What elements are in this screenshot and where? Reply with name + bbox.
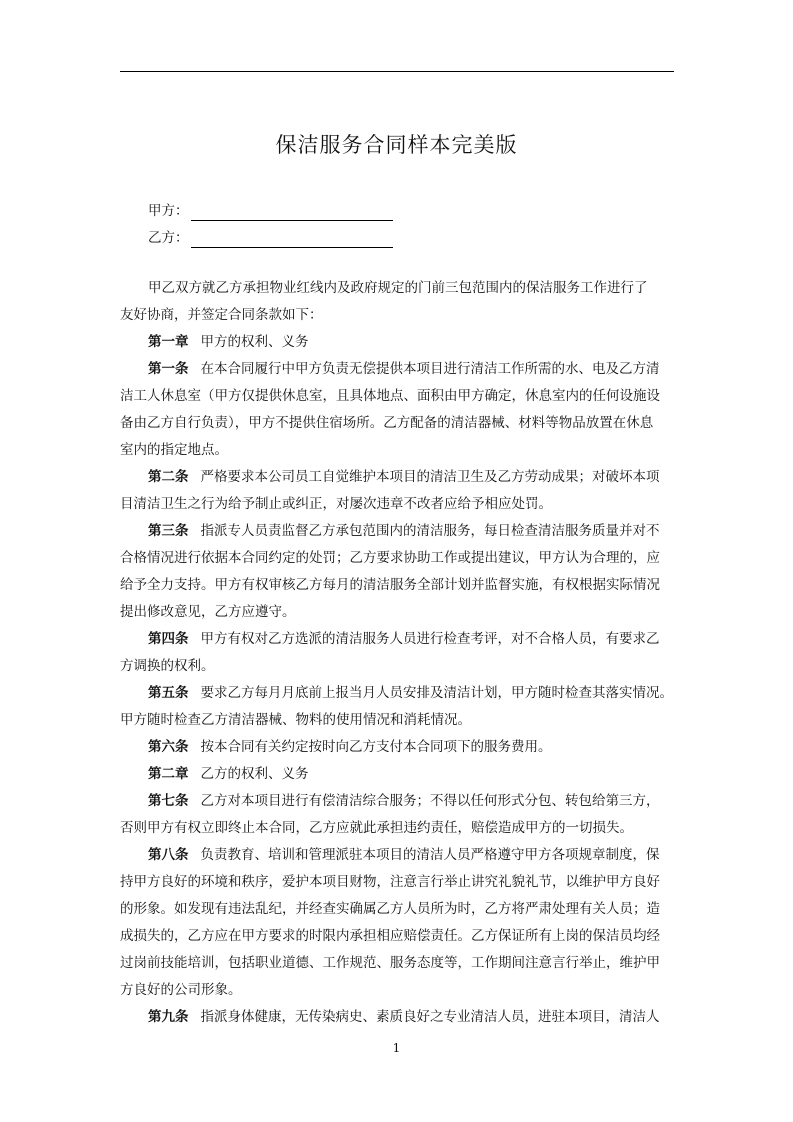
chapter-1-label: 第一章 — [148, 334, 189, 350]
article-5-text: 要求乙方每月月底前上报当月人员安排及清洁计划，甲方随时检查其落实情况。 — [200, 685, 673, 701]
chapter-2-heading — [148, 764, 309, 784]
article-8-line-2: 持甲方良好的环境和秩序，爱护本项目财物，注意言行举止讲究礼貌礼节，以维护甲方良好 — [120, 874, 660, 890]
article-2-text: 严格要求本公司员工自觉维护本项目的清洁卫生及乙方劳动成果；对破坏本项 — [200, 469, 660, 485]
article-9-label: 第九条 — [148, 1009, 189, 1025]
article-2-label: 第二条 — [148, 469, 189, 485]
party-b-label: 乙方： — [148, 230, 189, 246]
party-a-blank — [191, 206, 393, 221]
page-number: 1 — [392, 1041, 401, 1055]
article-8-text: 负责教育、培训和管理派驻本项目的清洁人员严格遵守甲方各项规章制度，保 — [200, 847, 660, 863]
article-1-line-2: 洁工人休息室（甲方仅提供休息室，且具体地点、面积由甲方确定，休息室内的任何设施设 — [120, 388, 660, 404]
article-6-text: 按本合同有关约定按时向乙方支付本合同项下的服务费用。 — [200, 739, 552, 755]
article-3-line-4: 提出修改意见，乙方应遵守。 — [120, 604, 296, 620]
article-6-label: 第六条 — [148, 739, 189, 755]
article-4-line-1 — [148, 629, 660, 649]
party-b-blank — [191, 233, 393, 248]
intro-line-2: 友好协商，并签定合同条款如下： — [120, 307, 323, 323]
chapter-1-heading — [148, 332, 309, 352]
article-4-text: 甲方有权对乙方选派的清洁服务人员进行检查考评，对不合格人员，有要求乙 — [200, 631, 660, 647]
article-7-text: 乙方对本项目进行有偿清洁综合服务；不得以任何形式分包、转包给第三方， — [200, 793, 660, 809]
article-7-label: 第七条 — [148, 793, 189, 809]
intro-line-1: 甲乙双方就乙方承担物业红线内及政府规定的门前三包范围内的保洁服务工作进行了 — [148, 280, 648, 296]
document-title: 保洁服务合同样本完美版 — [275, 133, 518, 157]
article-5-label: 第五条 — [148, 685, 189, 701]
article-2-line-1 — [148, 467, 660, 487]
article-5-line-1 — [148, 683, 673, 703]
article-1-label: 第一条 — [148, 361, 189, 377]
article-3-label: 第三条 — [148, 523, 189, 539]
article-2-line-2: 目清洁卫生之行为给予制止或纠正，对屡次违章不改者应给予相应处罚。 — [120, 496, 552, 512]
article-8-line-6: 方良好的公司形象。 — [120, 982, 242, 998]
article-3-line-3: 给予全力支持。甲方有权审核乙方每月的清洁服务全部计划并监督实施，有权根据实际情况 — [120, 577, 660, 593]
chapter-1-title: 甲方的权利、义务 — [200, 334, 309, 350]
chapter-2-label: 第二章 — [148, 766, 189, 782]
party-b-line — [148, 228, 393, 248]
article-5-line-2: 甲方随时检查乙方清洁器械、物料的使用情况和消耗情况。 — [120, 712, 471, 728]
party-a-line — [148, 201, 393, 221]
article-8-label: 第八条 — [148, 847, 189, 863]
article-8-line-4: 成损失的，乙方应在甲方要求的时限内承担相应赔偿责任。乙方保证所有上岗的保洁员均经 — [120, 928, 660, 944]
article-7-line-2: 否则甲方有权立即终止本合同，乙方应就此承担违约责任，赔偿造成甲方的一切损失。 — [120, 820, 633, 836]
header-rule — [120, 71, 674, 72]
article-1-line-1 — [148, 359, 660, 379]
article-9-line-1 — [148, 1007, 660, 1027]
article-4-line-2: 方调换的权利。 — [120, 658, 215, 674]
article-1-text: 在本合同履行中甲方负责无偿提供本项目进行清洁工作所需的水、电及乙方清 — [200, 361, 660, 377]
article-8-line-1 — [148, 845, 660, 865]
article-3-line-2: 合格情况进行依据本合同约定的处罚；乙方要求协助工作或提出建议，甲方认为合理的，应 — [120, 550, 660, 566]
article-8-line-5: 过岗前技能培训，包括职业道德、工作规范、服务态度等，工作期间注意言行举止，维护甲 — [120, 955, 660, 971]
article-4-label: 第四条 — [148, 631, 189, 647]
article-7-line-1 — [148, 791, 660, 811]
chapter-2-title: 乙方的权利、义务 — [200, 766, 309, 782]
article-1-line-4: 室内的指定地点。 — [120, 442, 228, 458]
article-1-line-3: 备由乙方自行负责），甲方不提供住宿场所。乙方配备的清洁器械、材料等物品放置在休息 — [120, 415, 654, 431]
party-a-label: 甲方： — [148, 203, 189, 219]
article-9-text: 指派身体健康，无传染病史、素质良好之专业清洁人员，进驻本项目，清洁人 — [200, 1009, 660, 1025]
article-3-line-1 — [148, 521, 660, 541]
article-6-line-1 — [148, 737, 552, 757]
article-3-text: 指派专人员责监督乙方承包范围内的清洁服务，每日检查清洁服务质量并对不 — [200, 523, 660, 539]
article-8-line-3: 的形象。如发现有违法乱纪，并经查实确属乙方人员所为时，乙方将严肃处理有关人员；造 — [120, 901, 660, 917]
